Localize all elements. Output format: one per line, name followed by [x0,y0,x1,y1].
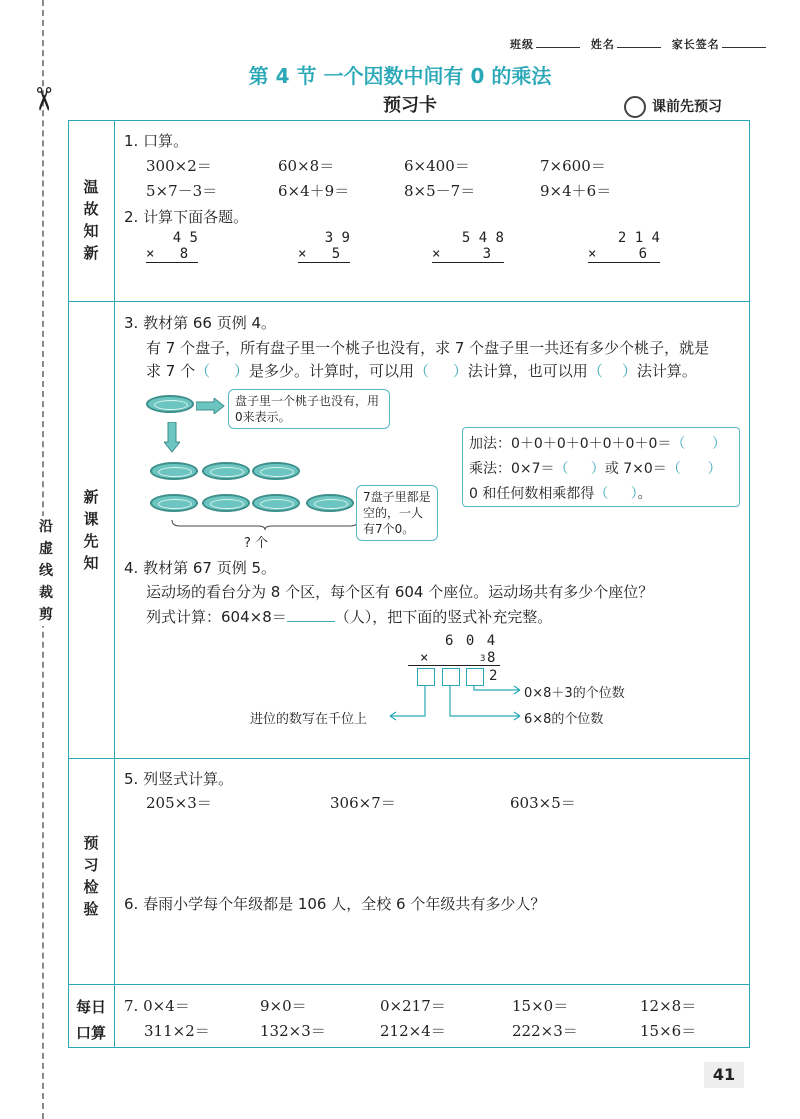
plate-icon [146,395,194,413]
q5-item: 603×5＝ [510,794,576,812]
plate-icon [252,494,300,512]
q7-item: 311×2＝ [144,1022,210,1040]
vertical-multiplication: 4 5 × 8 [146,230,198,262]
answer-blank[interactable]: （ ） [195,362,249,380]
section-label-learn: 新 课 先 知 [83,488,99,572]
arrow-down-icon [164,422,180,454]
q4-title: 4. 教材第 67 页例 5。 [124,559,277,577]
vertical-multiplication: 3 9 × 5 [298,230,350,262]
section-label-check: 预 习 检 验 [83,834,99,918]
note-6x8: 6×8的个位数 [524,712,604,727]
vertical-multiplication: 2 1 4 × 6 [588,230,660,262]
q3-text: 有 7 个盘子，所有盘子里一个桃子也没有，求 7 个盘子里一共还有多少个桃子，就是 [146,339,710,357]
q1-item: 7×600＝ [540,157,606,175]
plate-icon [202,494,250,512]
times-sign: × [420,650,429,666]
q7-item: 212×4＝ [380,1022,446,1040]
connector-arrows [380,684,530,724]
answer-blank[interactable]: （ ） [594,486,638,502]
class-label: 班级 [510,38,534,51]
q4-text-fill: 列式计算：604×8＝ （人），把下面的竖式补充完整。 [146,608,553,626]
scissors-icon: ✂ [24,85,63,113]
q5-item: 306×7＝ [330,794,396,812]
note-units-digit: 0×8＋3的个位数 [524,686,625,701]
row-divider [68,984,750,985]
q1-item: 6×400＝ [404,157,470,175]
q1-item: 8×5－7＝ [404,182,476,200]
q7-item: 15×0＝ [512,997,569,1015]
answer-blank[interactable]: （ ） [671,436,727,452]
carry-digit: 3 [480,654,486,664]
arrow-right-icon [196,398,226,414]
answer-blank[interactable]: （ ） [554,461,605,477]
name-label: 姓名 [590,38,615,51]
partial-digit: 2 [489,668,498,684]
row-divider [68,301,750,302]
vertical-multiplication: 5 4 8 × 3 [432,230,504,262]
note-carry: 进位的数写在千位上 [250,712,368,727]
q1-item: 300×2＝ [146,157,212,175]
callout-empty-plate: 盘子里一个桃子也没有，用0来表示。 [228,389,390,429]
q4-text: 运动场的看台分为 8 个区，每个区有 604 个座位。运动场共有多少个座位？ [146,583,654,601]
q1-item: 6×4＋9＝ [278,182,350,200]
page-title: 第 4 节 一个因数中间有 0 的乘法 [248,64,552,88]
q5-item: 205×3＝ [146,794,212,812]
name-blank[interactable] [617,47,661,48]
parent-blank[interactable] [722,47,766,48]
result-line [408,665,500,666]
page-number: 41 [704,1062,744,1088]
q3-text-fill: 求 7 个（ ）是多少。计算时，可以用（ ）法计算，也可以用（ ）法计算。 [146,362,697,380]
q6-title: 6. 春雨小学每个年级都是 106 人，全校 6 个年级共有多少人？ [124,895,546,913]
q1-title: 1. 口算。 [124,132,189,150]
equation-box [462,427,740,507]
class-blank[interactable] [536,47,580,48]
plate-icon [150,462,198,480]
section-label-review: 温 故 知 新 [83,178,99,262]
parent-label: 家长签名 [671,38,720,51]
q7-item: 132×3＝ [260,1022,326,1040]
card-tab: 预习卡 [362,91,458,121]
brace-label: ? 个 [244,536,269,551]
top-digits: 6 0 4 [445,633,498,649]
q5-title: 5. 列竖式计算。 [124,770,234,788]
header-fields [510,36,772,52]
row-divider [68,758,750,759]
cut-label: 沿 虚 线 裁 剪 [38,516,54,626]
q7-item: 15×6＝ [640,1022,697,1040]
plate-icon [202,462,250,480]
answer-blank[interactable] [287,621,335,622]
q3-title: 3. 教材第 66 页例 4。 [124,314,277,332]
answer-blank[interactable]: （ ） [666,461,722,477]
preview-label: 课前先预习 [624,96,722,118]
addition-line: 加法：0＋0＋0＋0＋0＋0＋0＝（ ） [469,436,727,452]
clock-icon [624,96,646,118]
plate-icon [306,494,354,512]
q7-item: 222×3＝ [512,1022,578,1040]
rule-line: 0 和任何数相乘都得（ ）。 [469,486,652,502]
q7-item: 12×8＝ [640,997,697,1015]
q1-item: 9×4＋6＝ [540,182,612,200]
answer-blank[interactable]: （ ） [413,362,468,380]
q7-item: 7. 0×4＝ [124,997,190,1015]
section-label-daily: 每日 口算 [75,998,106,1042]
answer-blank[interactable]: （ ） [587,362,637,380]
plate-icon [150,494,198,512]
section-divider [114,120,115,1048]
multiplier-digit: 8 [487,650,496,666]
plate-icon [252,462,300,480]
q1-item: 5×7－3＝ [146,182,218,200]
brace-icon [170,518,360,530]
q7-item: 9×0＝ [260,997,307,1015]
q1-item: 60×8＝ [278,157,335,175]
multiplication-line: 乘法：0×7＝（ ）或 7×0＝（ ） [469,461,722,477]
q7-item: 0×217＝ [380,997,446,1015]
callout-seven-zeros: 7盘子里都是空的，一人有7个0。 [356,485,438,541]
q2-title: 2. 计算下面各题。 [124,208,249,226]
